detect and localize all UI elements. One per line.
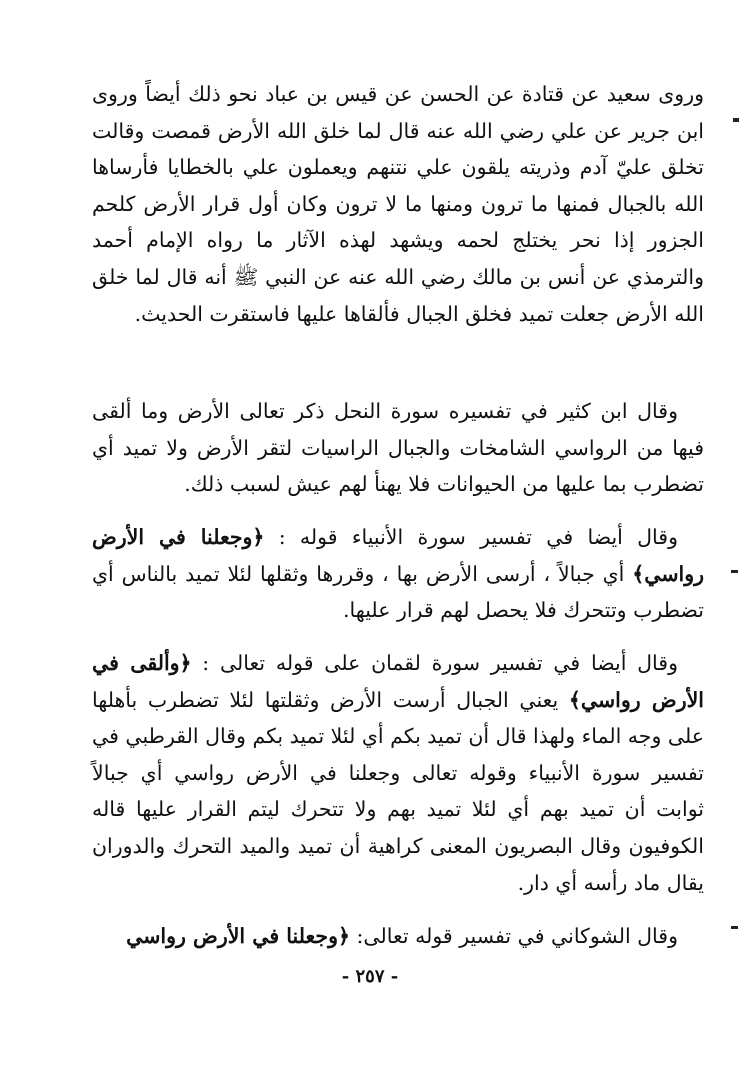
quran-quote: ﴿وجعلنا في الأرض رواسي﴾	[92, 525, 704, 586]
paragraph-ibn-kathir-luqman	[92, 645, 704, 901]
quran-quote: ﴿وألقى في الأرض رواسي﴾	[92, 651, 705, 712]
quran-quote: ﴿وجعلنا في الأرض رواسي	[126, 924, 350, 948]
paragraph-text: وقال أيضا في تفسير سورة لقمان على قوله تعالى :	[191, 651, 678, 675]
paragraph-ibn-kathir-nahl	[92, 393, 704, 503]
paragraph-text: وقال أيضا في تفسير سورة الأنبياء قوله :	[264, 525, 678, 549]
margin-mark	[731, 926, 738, 929]
paragraph-shawkani	[92, 918, 704, 955]
paragraph-text: وقال ابن كثير في تفسيره سورة النحل ذكر تعالى الأرض وما ألقى فيها من الرواسي الشامخات والجبال الراسيات لتقر الأرض ولا تميد أي تضطرب بما عليها من الحيوانات فلا يهنأ لهم عيش لسبب ذلك.	[92, 399, 704, 497]
paragraph-text: وقال الشوكاني في تفسير قوله تعالى:	[349, 924, 678, 948]
paragraph-text: أي جبالاً ، أرسى الأرض بها ، وقررها وثقلها لئلا تميد بالناس أي تضطرب وتتحرك فلا يحصل لهم قرار عليها.	[92, 561, 704, 623]
paragraph-text: وروى سعيد عن قتادة عن الحسن عن قيس بن عباد نحو ذلك أيضاً وروى ابن جرير عن علي رضي الله عنه قال لما خلق الله الأرض قمصت وقالت تخلق عليّ آدم وذريته يلقون علي نتنهم ويعملون علي بالخطايا فأرساها الله بالجبال فمنها ما ترون ومنها ما لا ترون وكان أول قرار الأرض كلحم الجزور إذا نحر يختلج لحمه ويشهد لهذه الآثار ما رواه الإمام أحمد والترمذي عن أنس بن مالك رضي الله عنه عن النبي ﷺ أنه قال لما خلق الله الأرض جعلت تميد فخلق الجبال فألقاها عليها فاستقرت الحديث.	[92, 82, 704, 326]
paragraph-ibn-kathir-anbiya	[92, 519, 704, 629]
paragraph-text: يعني الجبال أرست الأرض وثقلتها لئلا تضطرب بأهلها على وجه الماء ولهذا قال أن تميد بكم أي لئلا تميد بكم وقال القرطبي في تفسير سورة الأنبياء وقوله تعالى وجعلنا في الأرض رواسي أي جبالاً ثوابت أن تميد بهم أي لئلا تميد بهم ولا تتحرك ليتم القرار عليها قاله الكوفيون وقال البصريون المعنى كراهية أن تميد والميد التحرك والدوران يقال ماد رأسه أي دار.	[91, 687, 704, 895]
page-number: - ٢٥٧ -	[341, 966, 399, 987]
margin-mark	[731, 570, 738, 573]
paragraph-ali-narration	[92, 76, 704, 332]
margin-mark	[733, 118, 739, 122]
